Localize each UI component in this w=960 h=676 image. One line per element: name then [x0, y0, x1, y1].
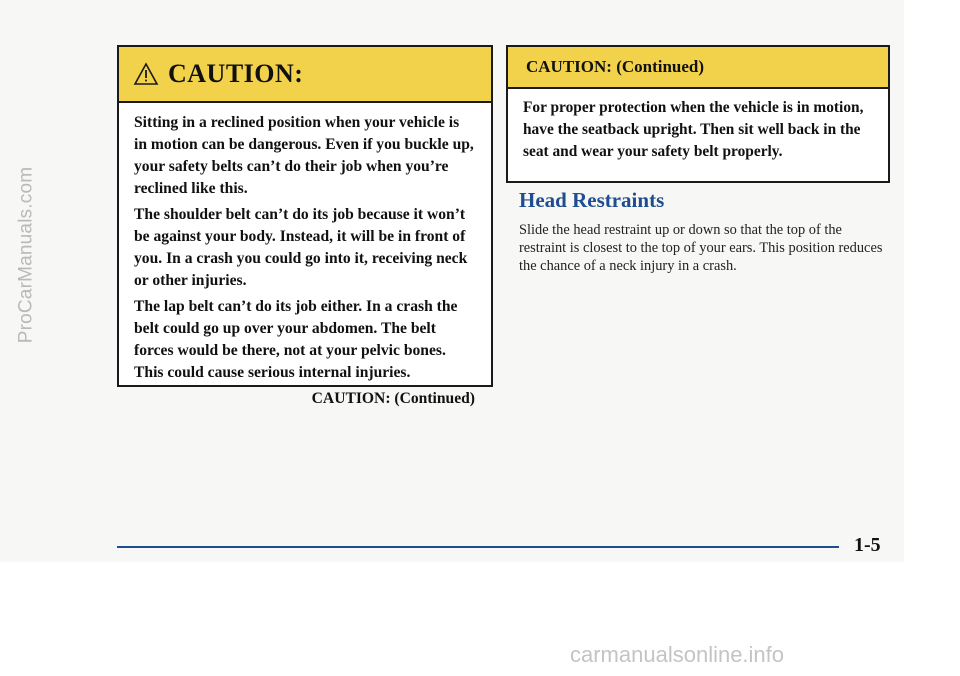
caution-paragraph: For proper protection when the vehicle is in motion, have the seatback upright. Then sit well back in the seat and wear your safety belt properly.: [523, 99, 864, 160]
warning-triangle-icon: [133, 62, 159, 86]
caution-body: [119, 103, 491, 410]
footer-watermark: carmanualsonline.info: [570, 642, 785, 667]
caution-paragraph: Sitting in a reclined position when your vehicle is in motion can be dangerous. Even if you buckle up, your safety belts can’t do their job when you’re reclined like this.: [134, 114, 474, 197]
footer-rule: [117, 546, 839, 548]
caution-title: CAUTION:: [168, 59, 304, 88]
caution-header: [119, 47, 491, 103]
page-number: 1-5: [854, 534, 881, 556]
caution-paragraph: The lap belt can’t do its job either. In a crash the belt could go up over your abdomen. The belt forces would be there, not at your pelvic bones. This could cause serious internal injuries.: [134, 298, 458, 381]
caution-continued-title: CAUTION: (Continued): [526, 57, 705, 76]
side-watermark: [14, 40, 38, 470]
caution-paragraph: The shoulder belt can’t do its job because it won’t be against your body. Instead, it will be in front of you. In a crash you could go into it, receiving neck or other injuries.: [134, 206, 468, 289]
caution-continued-body: [508, 89, 888, 163]
side-watermark-text: ProCarManuals.com: [15, 166, 37, 344]
section-body: Slide the head restraint up or down so that the top of the restraint is closest to the top of your ears. This position reduces the chance of a neck injury in a crash.: [519, 222, 883, 274]
caution-continued-header: [508, 47, 888, 89]
caution-box: [117, 45, 493, 407]
caution-continued-label: CAUTION: (Continued): [311, 390, 475, 407]
section-title: Head Restraints: [519, 188, 665, 212]
caution-continued-box: [506, 45, 890, 183]
